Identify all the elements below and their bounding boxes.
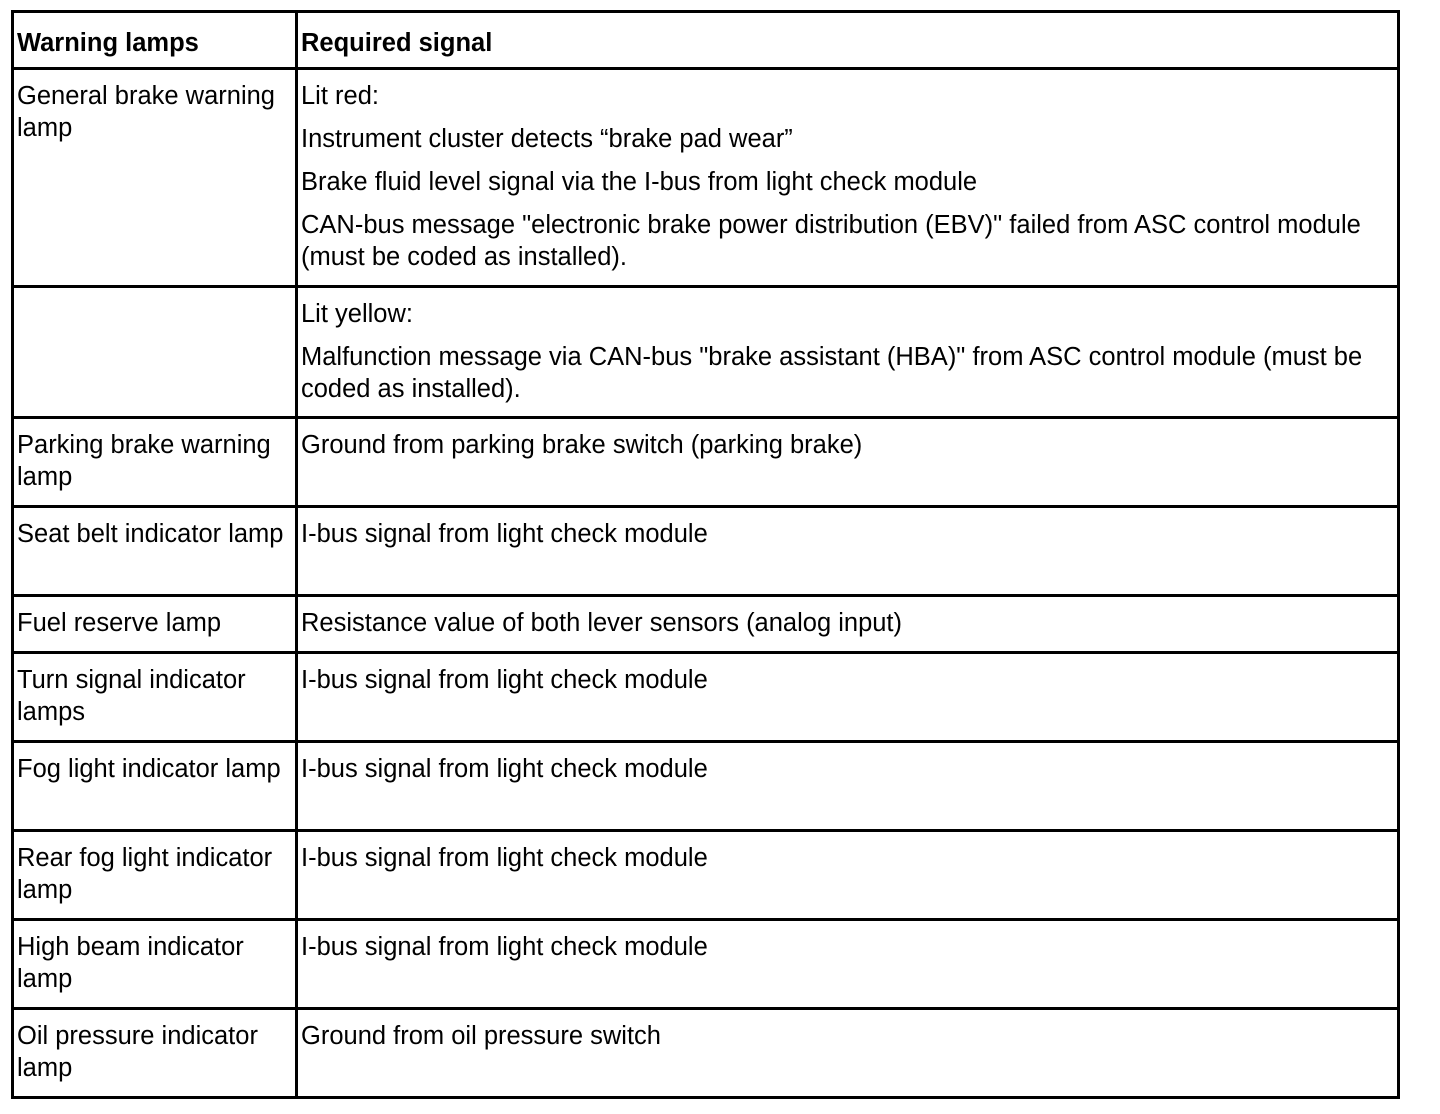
signal-cell — [297, 742, 1399, 831]
signal-cell — [297, 831, 1399, 920]
table-row — [13, 596, 1399, 653]
table-row — [13, 831, 1399, 920]
signal-line: Malfunction message via CAN-bus "brake assistant (HBA)" from ASC control module (must be coded as installed). — [301, 343, 1363, 403]
table-header-row — [13, 12, 1399, 69]
signal-cell — [297, 418, 1399, 507]
signal-line: Instrument cluster detects “brake pad wear” — [301, 125, 793, 153]
lamp-cell: High beam indicator lamp — [13, 920, 297, 1009]
table-row — [13, 742, 1399, 831]
header-warning-lamps: Warning lamps — [13, 12, 297, 69]
signal-cell — [297, 920, 1399, 1009]
signal-cell — [297, 287, 1399, 418]
table-row — [13, 507, 1399, 596]
warning-lamps-table — [11, 10, 1400, 1099]
table-row — [13, 1009, 1399, 1098]
table-row — [13, 920, 1399, 1009]
header-required-signal: Required signal — [297, 12, 1399, 69]
signal-line: I-bus signal from light check module — [301, 520, 708, 548]
table-row — [13, 69, 1399, 287]
signal-cell — [297, 69, 1399, 287]
signal-cell — [297, 596, 1399, 653]
lamp-cell: Turn signal indicator lamps — [13, 653, 297, 742]
table-row — [13, 418, 1399, 507]
signal-line: I-bus signal from light check module — [301, 666, 708, 694]
lamp-cell: General brake warning lamp — [13, 69, 297, 287]
lamp-cell: Parking brake warning lamp — [13, 418, 297, 507]
lamp-cell: Rear fog light indicator lamp — [13, 831, 297, 920]
signal-line: Brake fluid level signal via the I-bus from light check module — [301, 168, 978, 196]
signal-cell — [297, 653, 1399, 742]
lamp-cell — [13, 287, 297, 418]
signal-line: I-bus signal from light check module — [301, 844, 708, 872]
lamp-cell: Fog light indicator lamp — [13, 742, 297, 831]
signal-line: Lit red: — [301, 82, 379, 110]
signal-line: Resistance value of both lever sensors (analog input) — [301, 609, 903, 637]
lamp-cell: Seat belt indicator lamp — [13, 507, 297, 596]
signal-line: Ground from oil pressure switch — [301, 1022, 661, 1050]
signal-line: CAN-bus message "electronic brake power distribution (EBV)" failed from ASC control module (must be coded as installed). — [301, 211, 1361, 271]
table-row — [13, 653, 1399, 742]
signal-line: I-bus signal from light check module — [301, 755, 708, 783]
signal-line: I-bus signal from light check module — [301, 933, 708, 961]
signal-cell — [297, 507, 1399, 596]
signal-line: Ground from parking brake switch (parking brake) — [301, 431, 863, 459]
signal-cell — [297, 1009, 1399, 1098]
lamp-cell: Fuel reserve lamp — [13, 596, 297, 653]
signal-line: Lit yellow: — [301, 300, 413, 328]
table-row — [13, 287, 1399, 418]
lamp-cell: Oil pressure indicator lamp — [13, 1009, 297, 1098]
